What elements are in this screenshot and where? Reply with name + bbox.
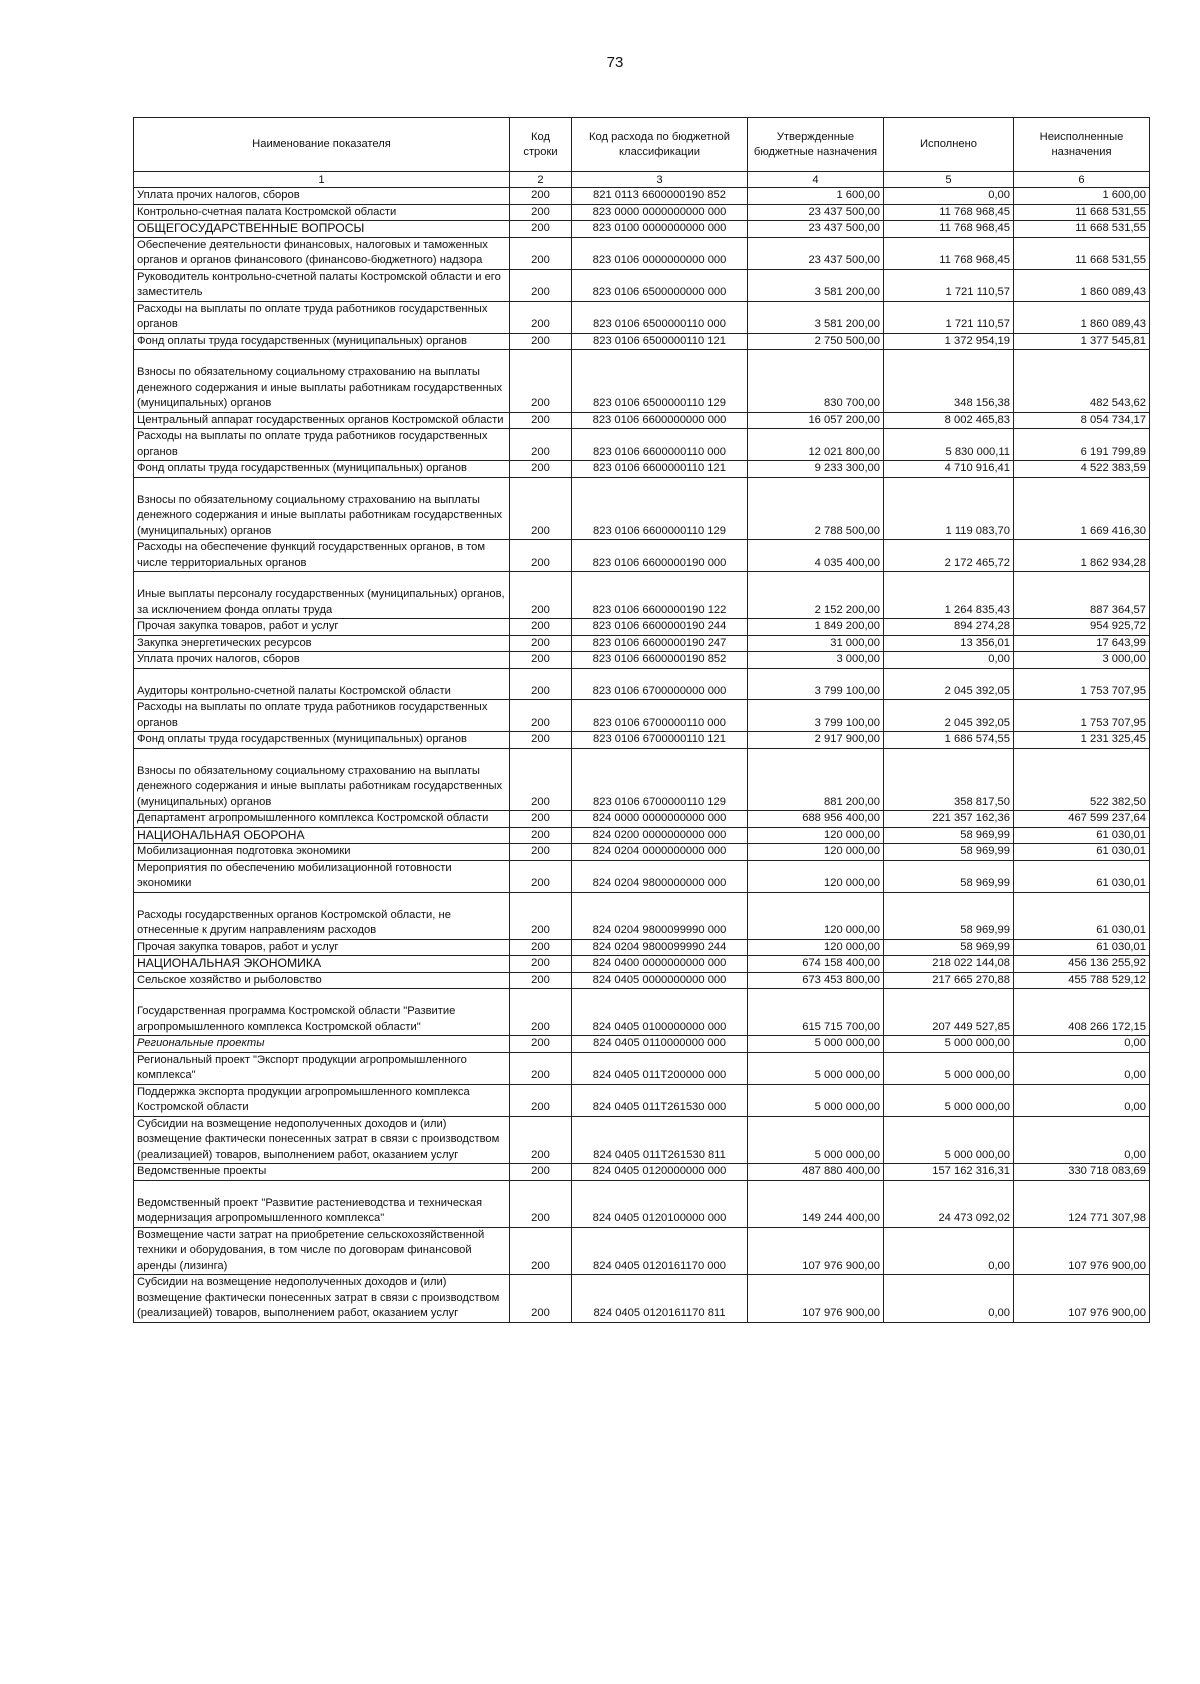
row-budget-code-cell: 824 0405 011T261530 000 xyxy=(572,1084,748,1116)
row-name-cell: Поддержка экспорта продукции агропромышленного комплекса Костромской области xyxy=(134,1084,510,1116)
row-line-code-cell: 200 xyxy=(510,811,572,828)
row-approved-cell: 487 880 400,00 xyxy=(748,1164,884,1181)
row-budget-code-cell: 823 0106 6700000000 000 xyxy=(572,668,748,700)
row-executed-cell: 221 357 162,36 xyxy=(884,811,1014,828)
row-budget-code-cell: 823 0106 6600000190 000 xyxy=(572,540,748,572)
row-approved-cell: 23 437 500,00 xyxy=(748,237,884,269)
row-line-code-cell: 200 xyxy=(510,477,572,540)
table-row xyxy=(134,860,1150,892)
table-row xyxy=(134,1227,1150,1275)
row-executed-cell: 1 721 110,57 xyxy=(884,269,1014,301)
row-name-cell: Расходы на выплаты по оплате труда работников государственных органов xyxy=(134,301,510,333)
row-unexecuted-cell: 124 771 307,98 xyxy=(1014,1180,1150,1227)
row-unexecuted-cell: 887 364,57 xyxy=(1014,572,1150,619)
row-approved-cell: 3 799 100,00 xyxy=(748,700,884,732)
row-unexecuted-cell: 6 191 799,89 xyxy=(1014,429,1150,461)
row-budget-code-cell: 821 0113 6600000190 852 xyxy=(572,188,748,205)
table-row xyxy=(134,237,1150,269)
table-row xyxy=(134,429,1150,461)
table-body xyxy=(134,188,1150,1323)
row-budget-code-cell: 824 0405 0120161170 000 xyxy=(572,1227,748,1275)
row-budget-code-cell: 823 0106 6500000110 121 xyxy=(572,333,748,350)
table-row xyxy=(134,1180,1150,1227)
row-executed-cell: 58 969,99 xyxy=(884,939,1014,956)
row-line-code-cell: 200 xyxy=(510,429,572,461)
row-unexecuted-cell: 61 030,01 xyxy=(1014,860,1150,892)
table-row xyxy=(134,939,1150,956)
row-line-code-cell: 200 xyxy=(510,204,572,221)
row-unexecuted-cell: 1 669 416,30 xyxy=(1014,477,1150,540)
row-unexecuted-cell: 1 753 707,95 xyxy=(1014,700,1150,732)
row-approved-cell: 673 453 800,00 xyxy=(748,972,884,989)
row-executed-cell: 5 000 000,00 xyxy=(884,1084,1014,1116)
row-unexecuted-cell: 1 862 934,28 xyxy=(1014,540,1150,572)
row-name-cell: Фонд оплаты труда государственных (муниципальных) органов xyxy=(134,461,510,478)
row-unexecuted-cell: 0,00 xyxy=(1014,1116,1150,1164)
table-row xyxy=(134,748,1150,811)
row-line-code-cell: 200 xyxy=(510,461,572,478)
row-budget-code-cell: 824 0204 9800099990 000 xyxy=(572,892,748,939)
row-name-cell: Возмещение части затрат на приобретение сельскохозяйственной техники и оборудования, в том числе по договорам финансовой аренды (лизинга) xyxy=(134,1227,510,1275)
row-approved-cell: 9 233 300,00 xyxy=(748,461,884,478)
row-line-code-cell: 200 xyxy=(510,989,572,1036)
row-name-cell: Руководитель контрольно-счетной палаты Костромской области и его заместитель xyxy=(134,269,510,301)
row-budget-code-cell: 824 0405 0120000000 000 xyxy=(572,1164,748,1181)
row-unexecuted-cell: 954 925,72 xyxy=(1014,619,1150,636)
row-name-cell: Мобилизационная подготовка экономики xyxy=(134,844,510,861)
row-approved-cell: 3 000,00 xyxy=(748,652,884,669)
row-executed-cell: 58 969,99 xyxy=(884,827,1014,844)
row-unexecuted-cell: 11 668 531,55 xyxy=(1014,204,1150,221)
row-name-cell: Ведомственный проект "Развитие растениеводства и техническая модернизация агропромышленного комплекса" xyxy=(134,1180,510,1227)
row-budget-code-cell: 824 0200 0000000000 000 xyxy=(572,827,748,844)
row-approved-cell: 120 000,00 xyxy=(748,844,884,861)
table-row xyxy=(134,700,1150,732)
row-unexecuted-cell: 1 377 545,81 xyxy=(1014,333,1150,350)
row-name-cell: Ведомственные проекты xyxy=(134,1164,510,1181)
row-executed-cell: 8 002 465,83 xyxy=(884,412,1014,429)
row-name-cell: Государственная программа Костромской области "Развитие агропромышленного комплекса Костромской области" xyxy=(134,989,510,1036)
row-name-cell: Мероприятия по обеспечению мобилизационной готовности экономики xyxy=(134,860,510,892)
row-approved-cell: 830 700,00 xyxy=(748,350,884,413)
row-unexecuted-cell: 11 668 531,55 xyxy=(1014,237,1150,269)
table-row xyxy=(134,827,1150,844)
table-row xyxy=(134,1052,1150,1084)
row-budget-code-cell: 824 0405 011T200000 000 xyxy=(572,1052,748,1084)
row-line-code-cell: 200 xyxy=(510,350,572,413)
row-line-code-cell: 200 xyxy=(510,732,572,749)
row-line-code-cell: 200 xyxy=(510,972,572,989)
row-line-code-cell: 200 xyxy=(510,700,572,732)
row-executed-cell: 58 969,99 xyxy=(884,860,1014,892)
row-budget-code-cell: 824 0405 0100000000 000 xyxy=(572,989,748,1036)
row-unexecuted-cell: 1 753 707,95 xyxy=(1014,668,1150,700)
column-number: 1 xyxy=(134,172,510,188)
row-executed-cell: 5 000 000,00 xyxy=(884,1036,1014,1053)
row-budget-code-cell: 824 0000 0000000000 000 xyxy=(572,811,748,828)
table-row xyxy=(134,972,1150,989)
row-budget-code-cell: 823 0106 6600000190 247 xyxy=(572,635,748,652)
table-row xyxy=(134,412,1150,429)
row-line-code-cell: 200 xyxy=(510,748,572,811)
row-unexecuted-cell: 8 054 734,17 xyxy=(1014,412,1150,429)
row-line-code-cell: 200 xyxy=(510,412,572,429)
row-line-code-cell: 200 xyxy=(510,1116,572,1164)
row-approved-cell: 120 000,00 xyxy=(748,939,884,956)
header-approved: Утвержденные бюджетные назначения xyxy=(748,118,884,172)
row-budget-code-cell: 823 0106 6700000110 121 xyxy=(572,732,748,749)
row-budget-code-cell: 823 0000 0000000000 000 xyxy=(572,204,748,221)
row-budget-code-cell: 823 0106 6500000000 000 xyxy=(572,269,748,301)
row-name-cell: Сельское хозяйство и рыболовство xyxy=(134,972,510,989)
budget-execution-table xyxy=(133,117,1150,1323)
row-name-cell: Аудиторы контрольно-счетной палаты Костромской области xyxy=(134,668,510,700)
row-name-cell: Расходы государственных органов Костромской области, не отнесенные к другим направлениям расходов xyxy=(134,892,510,939)
row-name-cell: Уплата прочих налогов, сборов xyxy=(134,188,510,205)
row-executed-cell: 0,00 xyxy=(884,1227,1014,1275)
row-executed-cell: 894 274,28 xyxy=(884,619,1014,636)
row-line-code-cell: 200 xyxy=(510,892,572,939)
row-line-code-cell: 200 xyxy=(510,221,572,238)
row-executed-cell: 207 449 527,85 xyxy=(884,989,1014,1036)
row-executed-cell: 5 000 000,00 xyxy=(884,1116,1014,1164)
row-unexecuted-cell: 522 382,50 xyxy=(1014,748,1150,811)
row-executed-cell: 358 817,50 xyxy=(884,748,1014,811)
row-executed-cell: 348 156,38 xyxy=(884,350,1014,413)
row-unexecuted-cell: 1 860 089,43 xyxy=(1014,269,1150,301)
row-name-cell: Контрольно-счетная палата Костромской области xyxy=(134,204,510,221)
row-executed-cell: 217 665 270,88 xyxy=(884,972,1014,989)
row-executed-cell: 11 768 968,45 xyxy=(884,204,1014,221)
row-line-code-cell: 200 xyxy=(510,939,572,956)
row-budget-code-cell: 823 0106 6500000110 000 xyxy=(572,301,748,333)
row-name-cell: Субсидии на возмещение недополученных доходов и (или) возмещение фактически понесенных затрат в связи с производством (реализацией) товаров, выполнением работ, оказанием услуг xyxy=(134,1116,510,1164)
row-unexecuted-cell: 455 788 529,12 xyxy=(1014,972,1150,989)
table-row xyxy=(134,333,1150,350)
row-budget-code-cell: 823 0106 6700000110 129 xyxy=(572,748,748,811)
table-row xyxy=(134,188,1150,205)
row-line-code-cell: 200 xyxy=(510,269,572,301)
row-executed-cell: 13 356,01 xyxy=(884,635,1014,652)
row-unexecuted-cell: 467 599 237,64 xyxy=(1014,811,1150,828)
row-unexecuted-cell: 482 543,62 xyxy=(1014,350,1150,413)
row-line-code-cell: 200 xyxy=(510,956,572,973)
row-approved-cell: 23 437 500,00 xyxy=(748,221,884,238)
row-approved-cell: 149 244 400,00 xyxy=(748,1180,884,1227)
table-row xyxy=(134,1164,1150,1181)
row-executed-cell: 2 045 392,05 xyxy=(884,700,1014,732)
row-approved-cell: 120 000,00 xyxy=(748,892,884,939)
row-unexecuted-cell: 107 976 900,00 xyxy=(1014,1275,1150,1323)
row-name-cell: Субсидии на возмещение недополученных доходов и (или) возмещение фактически понесенных затрат в связи с производством (реализацией) товаров, выполнением работ, оказанием услуг xyxy=(134,1275,510,1323)
row-executed-cell: 4 710 916,41 xyxy=(884,461,1014,478)
row-approved-cell: 31 000,00 xyxy=(748,635,884,652)
row-approved-cell: 23 437 500,00 xyxy=(748,204,884,221)
row-unexecuted-cell: 11 668 531,55 xyxy=(1014,221,1150,238)
row-executed-cell: 218 022 144,08 xyxy=(884,956,1014,973)
header-executed: Исполнено xyxy=(884,118,1014,172)
row-budget-code-cell: 823 0106 6700000110 000 xyxy=(572,700,748,732)
table-row xyxy=(134,1275,1150,1323)
row-unexecuted-cell: 0,00 xyxy=(1014,1084,1150,1116)
row-budget-code-cell: 823 0106 6600000110 000 xyxy=(572,429,748,461)
table-row xyxy=(134,892,1150,939)
row-executed-cell: 58 969,99 xyxy=(884,892,1014,939)
table-row xyxy=(134,572,1150,619)
row-unexecuted-cell: 61 030,01 xyxy=(1014,844,1150,861)
table-row xyxy=(134,1116,1150,1164)
table-row xyxy=(134,635,1150,652)
row-approved-cell: 1 600,00 xyxy=(748,188,884,205)
table-row xyxy=(134,1036,1150,1053)
row-approved-cell: 107 976 900,00 xyxy=(748,1227,884,1275)
row-line-code-cell: 200 xyxy=(510,188,572,205)
table-row xyxy=(134,350,1150,413)
row-name-cell: Прочая закупка товаров, работ и услуг xyxy=(134,619,510,636)
row-budget-code-cell: 824 0204 9800099990 244 xyxy=(572,939,748,956)
row-budget-code-cell: 824 0405 0120100000 000 xyxy=(572,1180,748,1227)
row-name-cell: ОБЩЕГОСУДАРСТВЕННЫЕ ВОПРОСЫ xyxy=(134,221,510,238)
row-approved-cell: 615 715 700,00 xyxy=(748,989,884,1036)
table-row xyxy=(134,668,1150,700)
row-unexecuted-cell: 456 136 255,92 xyxy=(1014,956,1150,973)
row-line-code-cell: 200 xyxy=(510,652,572,669)
row-name-cell: Расходы на выплаты по оплате труда работников государственных органов xyxy=(134,429,510,461)
row-unexecuted-cell: 4 522 383,59 xyxy=(1014,461,1150,478)
column-number: 6 xyxy=(1014,172,1150,188)
row-unexecuted-cell: 1 860 089,43 xyxy=(1014,301,1150,333)
row-approved-cell: 120 000,00 xyxy=(748,827,884,844)
row-approved-cell: 3 581 200,00 xyxy=(748,269,884,301)
row-budget-code-cell: 824 0405 0000000000 000 xyxy=(572,972,748,989)
row-line-code-cell: 200 xyxy=(510,1052,572,1084)
row-name-cell: Фонд оплаты труда государственных (муниципальных) органов xyxy=(134,732,510,749)
table-row xyxy=(134,461,1150,478)
row-budget-code-cell: 824 0405 0110000000 000 xyxy=(572,1036,748,1053)
table-row xyxy=(134,732,1150,749)
row-budget-code-cell: 823 0106 6600000000 000 xyxy=(572,412,748,429)
row-executed-cell: 1 686 574,55 xyxy=(884,732,1014,749)
row-approved-cell: 688 956 400,00 xyxy=(748,811,884,828)
row-budget-code-cell: 823 0106 6600000190 852 xyxy=(572,652,748,669)
row-unexecuted-cell: 107 976 900,00 xyxy=(1014,1227,1150,1275)
row-executed-cell: 1 264 835,43 xyxy=(884,572,1014,619)
row-unexecuted-cell: 1 600,00 xyxy=(1014,188,1150,205)
row-line-code-cell: 200 xyxy=(510,1180,572,1227)
row-line-code-cell: 200 xyxy=(510,1036,572,1053)
table-row xyxy=(134,619,1150,636)
row-approved-cell: 107 976 900,00 xyxy=(748,1275,884,1323)
row-budget-code-cell: 823 0106 6500000110 129 xyxy=(572,350,748,413)
row-budget-code-cell: 823 0106 6600000190 122 xyxy=(572,572,748,619)
row-approved-cell: 2 152 200,00 xyxy=(748,572,884,619)
row-name-cell: Обеспечение деятельности финансовых, налоговых и таможенных органов и органов финансового (финансово-бюджетного) надзора xyxy=(134,237,510,269)
table-row xyxy=(134,477,1150,540)
table-row xyxy=(134,269,1150,301)
row-budget-code-cell: 824 0400 0000000000 000 xyxy=(572,956,748,973)
row-line-code-cell: 200 xyxy=(510,333,572,350)
row-approved-cell: 12 021 800,00 xyxy=(748,429,884,461)
row-name-cell: Фонд оплаты труда государственных (муниципальных) органов xyxy=(134,333,510,350)
row-name-cell: Взносы по обязательному социальному страхованию на выплаты денежного содержания и иные выплаты работникам государственных (муниципальных) органов xyxy=(134,350,510,413)
row-unexecuted-cell: 408 266 172,15 xyxy=(1014,989,1150,1036)
row-approved-cell: 2 917 900,00 xyxy=(748,732,884,749)
row-budget-code-cell: 823 0106 6600000110 121 xyxy=(572,461,748,478)
row-budget-code-cell: 824 0405 011T261530 811 xyxy=(572,1116,748,1164)
row-approved-cell: 3 581 200,00 xyxy=(748,301,884,333)
row-name-cell: НАЦИОНАЛЬНАЯ ОБОРОНА xyxy=(134,827,510,844)
row-unexecuted-cell: 0,00 xyxy=(1014,1036,1150,1053)
row-executed-cell: 0,00 xyxy=(884,1275,1014,1323)
row-approved-cell: 5 000 000,00 xyxy=(748,1052,884,1084)
row-line-code-cell: 200 xyxy=(510,1275,572,1323)
row-executed-cell: 2 172 465,72 xyxy=(884,540,1014,572)
row-executed-cell: 24 473 092,02 xyxy=(884,1180,1014,1227)
row-executed-cell: 1 372 954,19 xyxy=(884,333,1014,350)
header-unexecuted: Неисполненные назначения xyxy=(1014,118,1150,172)
header-name: Наименование показателя xyxy=(134,118,510,172)
column-number: 3 xyxy=(572,172,748,188)
row-executed-cell: 11 768 968,45 xyxy=(884,237,1014,269)
row-line-code-cell: 200 xyxy=(510,668,572,700)
table-row xyxy=(134,204,1150,221)
table-row xyxy=(134,844,1150,861)
row-unexecuted-cell: 17 643,99 xyxy=(1014,635,1150,652)
row-approved-cell: 2 750 500,00 xyxy=(748,333,884,350)
row-approved-cell: 3 799 100,00 xyxy=(748,668,884,700)
column-number: 4 xyxy=(748,172,884,188)
row-line-code-cell: 200 xyxy=(510,572,572,619)
row-budget-code-cell: 823 0100 0000000000 000 xyxy=(572,221,748,238)
row-executed-cell: 5 830 000,11 xyxy=(884,429,1014,461)
row-approved-cell: 5 000 000,00 xyxy=(748,1116,884,1164)
row-unexecuted-cell: 0,00 xyxy=(1014,1052,1150,1084)
row-approved-cell: 1 849 200,00 xyxy=(748,619,884,636)
row-executed-cell: 1 721 110,57 xyxy=(884,301,1014,333)
row-name-cell: Расходы на обеспечение функций государственных органов, в том числе территориальных органов xyxy=(134,540,510,572)
table-row xyxy=(134,811,1150,828)
row-approved-cell: 5 000 000,00 xyxy=(748,1084,884,1116)
row-budget-code-cell: 823 0106 0000000000 000 xyxy=(572,237,748,269)
row-unexecuted-cell: 61 030,01 xyxy=(1014,892,1150,939)
row-name-cell: Региональные проекты xyxy=(134,1036,510,1053)
header-code: Код расхода по бюджетной классификации xyxy=(572,118,748,172)
row-budget-code-cell: 823 0106 6600000110 129 xyxy=(572,477,748,540)
row-executed-cell: 157 162 316,31 xyxy=(884,1164,1014,1181)
row-budget-code-cell: 824 0204 9800000000 000 xyxy=(572,860,748,892)
row-line-code-cell: 200 xyxy=(510,1227,572,1275)
table-row xyxy=(134,652,1150,669)
table-row xyxy=(134,956,1150,973)
row-approved-cell: 674 158 400,00 xyxy=(748,956,884,973)
page-number: 73 xyxy=(606,54,624,71)
row-line-code-cell: 200 xyxy=(510,301,572,333)
row-name-cell: Расходы на выплаты по оплате труда работников государственных органов xyxy=(134,700,510,732)
row-line-code-cell: 200 xyxy=(510,1084,572,1116)
row-line-code-cell: 200 xyxy=(510,540,572,572)
row-name-cell: Иные выплаты персоналу государственных (муниципальных) органов, за исключением фонда оплаты труда xyxy=(134,572,510,619)
row-executed-cell: 1 119 083,70 xyxy=(884,477,1014,540)
row-budget-code-cell: 824 0204 0000000000 000 xyxy=(572,844,748,861)
row-line-code-cell: 200 xyxy=(510,635,572,652)
row-unexecuted-cell: 61 030,01 xyxy=(1014,939,1150,956)
row-executed-cell: 11 768 968,45 xyxy=(884,221,1014,238)
row-name-cell: Региональный проект "Экспорт продукции агропромышленного комплекса" xyxy=(134,1052,510,1084)
row-budget-code-cell: 824 0405 0120161170 811 xyxy=(572,1275,748,1323)
row-approved-cell: 16 057 200,00 xyxy=(748,412,884,429)
row-name-cell: Взносы по обязательному социальному страхованию на выплаты денежного содержания и иные выплаты работникам государственных (муниципальных) органов xyxy=(134,477,510,540)
row-line-code-cell: 200 xyxy=(510,860,572,892)
row-approved-cell: 2 788 500,00 xyxy=(748,477,884,540)
row-line-code-cell: 200 xyxy=(510,844,572,861)
row-executed-cell: 2 045 392,05 xyxy=(884,668,1014,700)
row-name-cell: Прочая закупка товаров, работ и услуг xyxy=(134,939,510,956)
row-executed-cell: 5 000 000,00 xyxy=(884,1052,1014,1084)
row-executed-cell: 0,00 xyxy=(884,188,1014,205)
row-unexecuted-cell: 330 718 083,69 xyxy=(1014,1164,1150,1181)
row-line-code-cell: 200 xyxy=(510,827,572,844)
row-approved-cell: 5 000 000,00 xyxy=(748,1036,884,1053)
row-name-cell: Центральный аппарат государственных органов Костромской области xyxy=(134,412,510,429)
row-name-cell: НАЦИОНАЛЬНАЯ ЭКОНОМИКА xyxy=(134,956,510,973)
column-number: 2 xyxy=(510,172,572,188)
table-row xyxy=(134,540,1150,572)
row-approved-cell: 120 000,00 xyxy=(748,860,884,892)
row-name-cell: Департамент агропромышленного комплекса Костромской области xyxy=(134,811,510,828)
row-unexecuted-cell: 61 030,01 xyxy=(1014,827,1150,844)
row-name-cell: Взносы по обязательному социальному страхованию на выплаты денежного содержания и иные выплаты работникам государственных (муниципальных) органов xyxy=(134,748,510,811)
row-executed-cell: 58 969,99 xyxy=(884,844,1014,861)
table-row xyxy=(134,1084,1150,1116)
row-name-cell: Закупка энергетических ресурсов xyxy=(134,635,510,652)
row-line-code-cell: 200 xyxy=(510,619,572,636)
row-approved-cell: 4 035 400,00 xyxy=(748,540,884,572)
column-number: 5 xyxy=(884,172,1014,188)
table-row xyxy=(134,221,1150,238)
table-row xyxy=(134,989,1150,1036)
table-row xyxy=(134,301,1150,333)
header-line: Код строки xyxy=(510,118,572,172)
row-executed-cell: 0,00 xyxy=(884,652,1014,669)
row-name-cell: Уплата прочих налогов, сборов xyxy=(134,652,510,669)
row-unexecuted-cell: 1 231 325,45 xyxy=(1014,732,1150,749)
row-line-code-cell: 200 xyxy=(510,1164,572,1181)
row-budget-code-cell: 823 0106 6600000190 244 xyxy=(572,619,748,636)
row-unexecuted-cell: 3 000,00 xyxy=(1014,652,1150,669)
row-line-code-cell: 200 xyxy=(510,237,572,269)
row-approved-cell: 881 200,00 xyxy=(748,748,884,811)
